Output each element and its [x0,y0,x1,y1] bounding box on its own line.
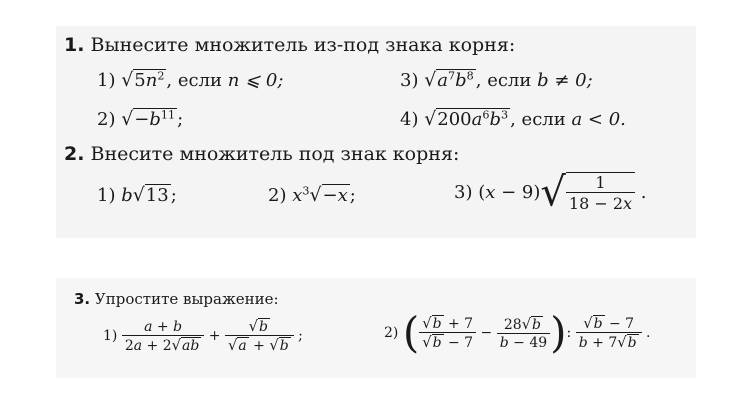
task1-number: 1. [64,34,85,56]
task3-item2-fraction1: $\frac{√b + 7}{√b - 7}$ [419,315,476,351]
task1-item3-radical: $√a^7b^8$ [424,69,474,91]
task2-item2: 2) $x^3√-x$ ; [268,184,356,206]
task3-item1-fraction2: $\frac{√b}{√a + √b}$ [225,318,294,354]
task1-item3-tail: , если [475,70,532,91]
task2-item2-label: 2) [268,185,287,206]
task3-number: 3. [74,290,91,308]
task2-item1-label: 1) [97,185,116,206]
task2-item1-radical: √13 [132,184,169,206]
task3-item1-tail: ; [298,328,303,344]
task3-item1-fraction1: $\frac{a + b}{2a + 2√ab}$ [122,319,205,354]
task1-item4 [400,108,626,130]
task1-item2-radical: $√-b^{11}$ [121,108,176,130]
task3-title: Упростите выражение: [94,290,279,308]
task2-title: Внесите множитель под знак корня: [90,143,460,165]
task2-item2-tail: ; [349,185,356,206]
task1-item1-tail: , если [166,70,223,91]
task1-heading [64,34,515,56]
task1-item1-label: 1) [97,70,116,91]
task1-item2 [97,108,183,130]
task3-heading [74,290,279,308]
task1-item4-tail: , если [510,109,566,130]
task3-item2-tail: . [646,325,651,341]
task1-item1 [97,69,283,91]
task2-item3-label: 3) [454,182,473,203]
task3-item1-label: 1) [103,328,118,344]
task3-item1: 1) $\frac{a + b}{2a + 2√ab}$ + $\frac{√b}{√a + √b}$ ; [103,318,303,354]
task2-item3: 3) (x − 9)√ $\frac{1}{18 - 2x}$ . [454,169,647,216]
task2-item2-radical: √−x [309,184,348,206]
task1-item4-label: 4) [400,109,419,130]
task2-item3-tail: . [640,182,647,203]
task1-item3-condition: b ≠ 0; [537,70,593,91]
task1-title: Вынесите множитель из-под знака корня: [90,34,516,56]
task1-item4-radical: $√200a^6b^3$ [424,108,509,130]
task2-heading [64,143,459,165]
task3-item2-label: 2) [384,325,399,341]
task3-item2: 2) ( $\frac{√b + 7}{√b - 7}$ − $\frac{28√b}{b - 49}$ ): $\frac{√b - 7}{b + 7√b}$ . [384,308,651,357]
task1-item4-condition: a < 0. [571,109,626,130]
task1-item1-radical: $√5n^2$ [121,69,165,91]
task2-item3-radical: √ $\frac{1}{18 - 2x}$ [540,172,635,213]
task3-item2-fraction3: $\frac{√b - 7}{b + 7√b}$ [576,315,642,351]
task2-item1: 1) b√13 ; [97,184,177,206]
task2-number: 2. [64,143,85,165]
task1-item1-condition: n ⩽ 0; [227,70,284,91]
task1-item3-label: 3) [400,70,419,91]
task3-item2-fraction2: $\frac{28√b}{b - 49}$ [497,316,550,351]
task1-item2-tail: ; [177,109,184,130]
task2-item1-tail: ; [170,185,177,206]
task1-item2-label: 2) [97,109,116,130]
task1-item3 [400,69,593,91]
